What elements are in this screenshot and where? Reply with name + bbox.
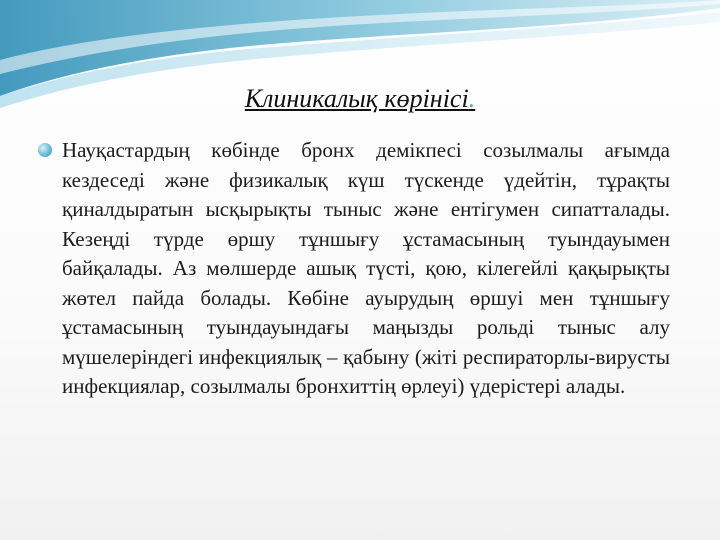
slide-title-period: . (468, 84, 476, 113)
bullet-dot-icon (38, 143, 52, 157)
bullet-item (38, 136, 670, 402)
slide-title-text: Клиникалық көрінісі (244, 84, 469, 113)
slide-title (0, 84, 720, 114)
slide-content (38, 136, 670, 402)
bullet-text: Науқастардың көбінде бронх демікпесі созылмалы ағымда кездеседі және физикалық күш түскенде үдейтін, тұрақты қиналдыратын ысқырықты тыныс және ентігумен сипатталады. Кезеңді түрде өршу тұншығу ұстамасының туындауымен байқалады. Аз мөлшерде ашық түсті, қою, кілегейлі қақырықты жөтел пайда болады. Көбіне ауырудың өршуі мен тұншығу ұстамасының туындауындағы маңызды рольді тыныс алу мүшелеріндегі инфекциялық – қабыну (жіті респираторлы-вирусты инфекциялар, созылмалы бронхиттің өрлеуі) үдерістері алады. (62, 138, 670, 398)
